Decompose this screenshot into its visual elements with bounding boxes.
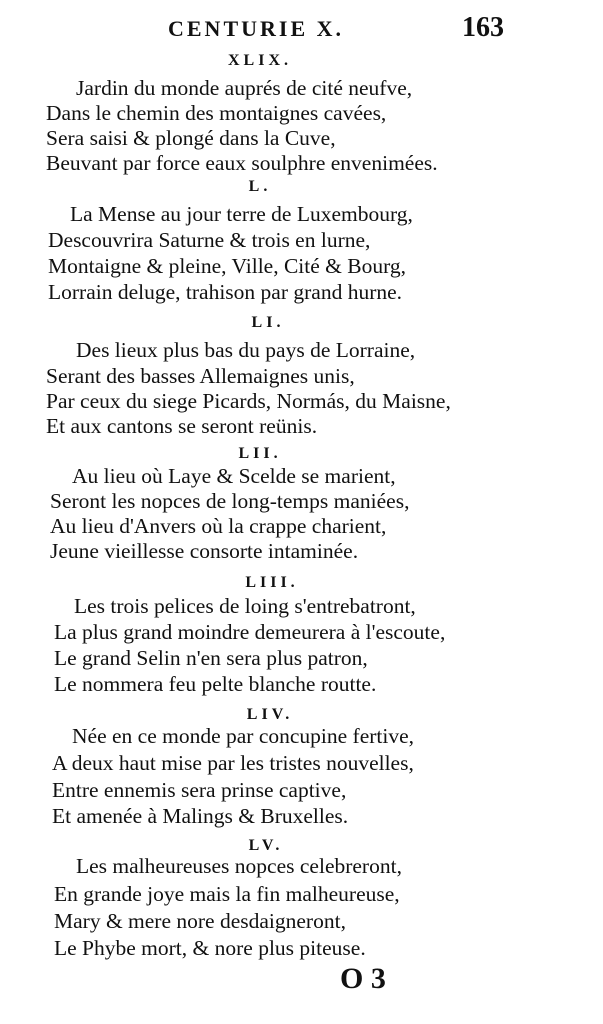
verse-line: Les trois pelices de loing s'entrebatront,	[74, 594, 416, 618]
verse-line: Dans le chemin des montaignes cavées,	[46, 101, 387, 125]
verse-line: Descouvrira Saturne & trois en lurne,	[48, 228, 371, 252]
signature-mark: O 3	[340, 962, 386, 995]
quatrain-number: LV.	[248, 837, 284, 854]
verse-line: Et aux cantons se seront reünis.	[46, 414, 318, 438]
verse-line: Les malheureuses nopces celebreront,	[76, 854, 402, 878]
verse-line: Le nommera feu pelte blanche routte.	[54, 672, 377, 696]
verse-line: Sera saisi & plongé dans la Cuve,	[46, 126, 336, 150]
verse-line: En grande joye mais la fin malheureuse,	[54, 882, 400, 906]
verse-line: A deux haut mise par les tristes nouvelles,	[52, 751, 414, 775]
quatrain-number: L.	[248, 178, 272, 195]
verse-line: Le grand Selin n'en sera plus patron,	[54, 646, 368, 670]
quatrain-number: LII.	[238, 445, 282, 462]
verse-line: Entre ennemis sera prinse captive,	[52, 778, 347, 802]
page-header	[0, 12, 603, 44]
verse-line: Le Phybe mort, & nore plus piteuse.	[54, 936, 366, 960]
verse-line: Serant des basses Allemaignes unis,	[46, 364, 355, 388]
verse-line: Montaigne & pleine, Ville, Cité & Bourg,	[48, 254, 407, 278]
verse-line: Beuvant par force eaux soulphre envenimées.	[46, 151, 438, 175]
verse-line: Jeune vieillesse consorte intaminée.	[50, 539, 359, 563]
running-head: CENTURIE X.	[168, 16, 345, 41]
verse-line: Au lieu d'Anvers où la crappe charient,	[50, 514, 387, 538]
quatrain-number: LI.	[251, 314, 285, 331]
verse-line: Par ceux du siege Picards, Normás, du Maisne,	[46, 389, 451, 413]
verse-line: Des lieux plus bas du pays de Lorraine,	[76, 338, 416, 362]
verse-line: Mary & mere nore desdaigneront,	[54, 909, 346, 933]
quatrain-number: LIV.	[246, 706, 294, 723]
quatrain-number: LIII.	[245, 574, 299, 591]
verse-line: La plus grand moindre demeurera à l'escoute,	[54, 620, 446, 644]
quatrain-number: XLIX.	[227, 52, 292, 69]
verse-line: La Mense au jour terre de Luxembourg,	[70, 202, 413, 226]
verse-line: Jardin du monde auprés de cité neufve,	[76, 76, 413, 100]
verse-line: Seront les nopces de long-temps maniées,	[50, 489, 410, 513]
verse-line: Née en ce monde par concupine fertive,	[72, 724, 415, 748]
page-number: 163	[462, 12, 504, 43]
verse-line: Lorrain deluge, trahison par grand hurne.	[48, 280, 403, 304]
verse-line: Au lieu où Laye & Scelde se marient,	[72, 464, 396, 488]
verse-line: Et amenée à Malings & Bruxelles.	[52, 804, 349, 828]
